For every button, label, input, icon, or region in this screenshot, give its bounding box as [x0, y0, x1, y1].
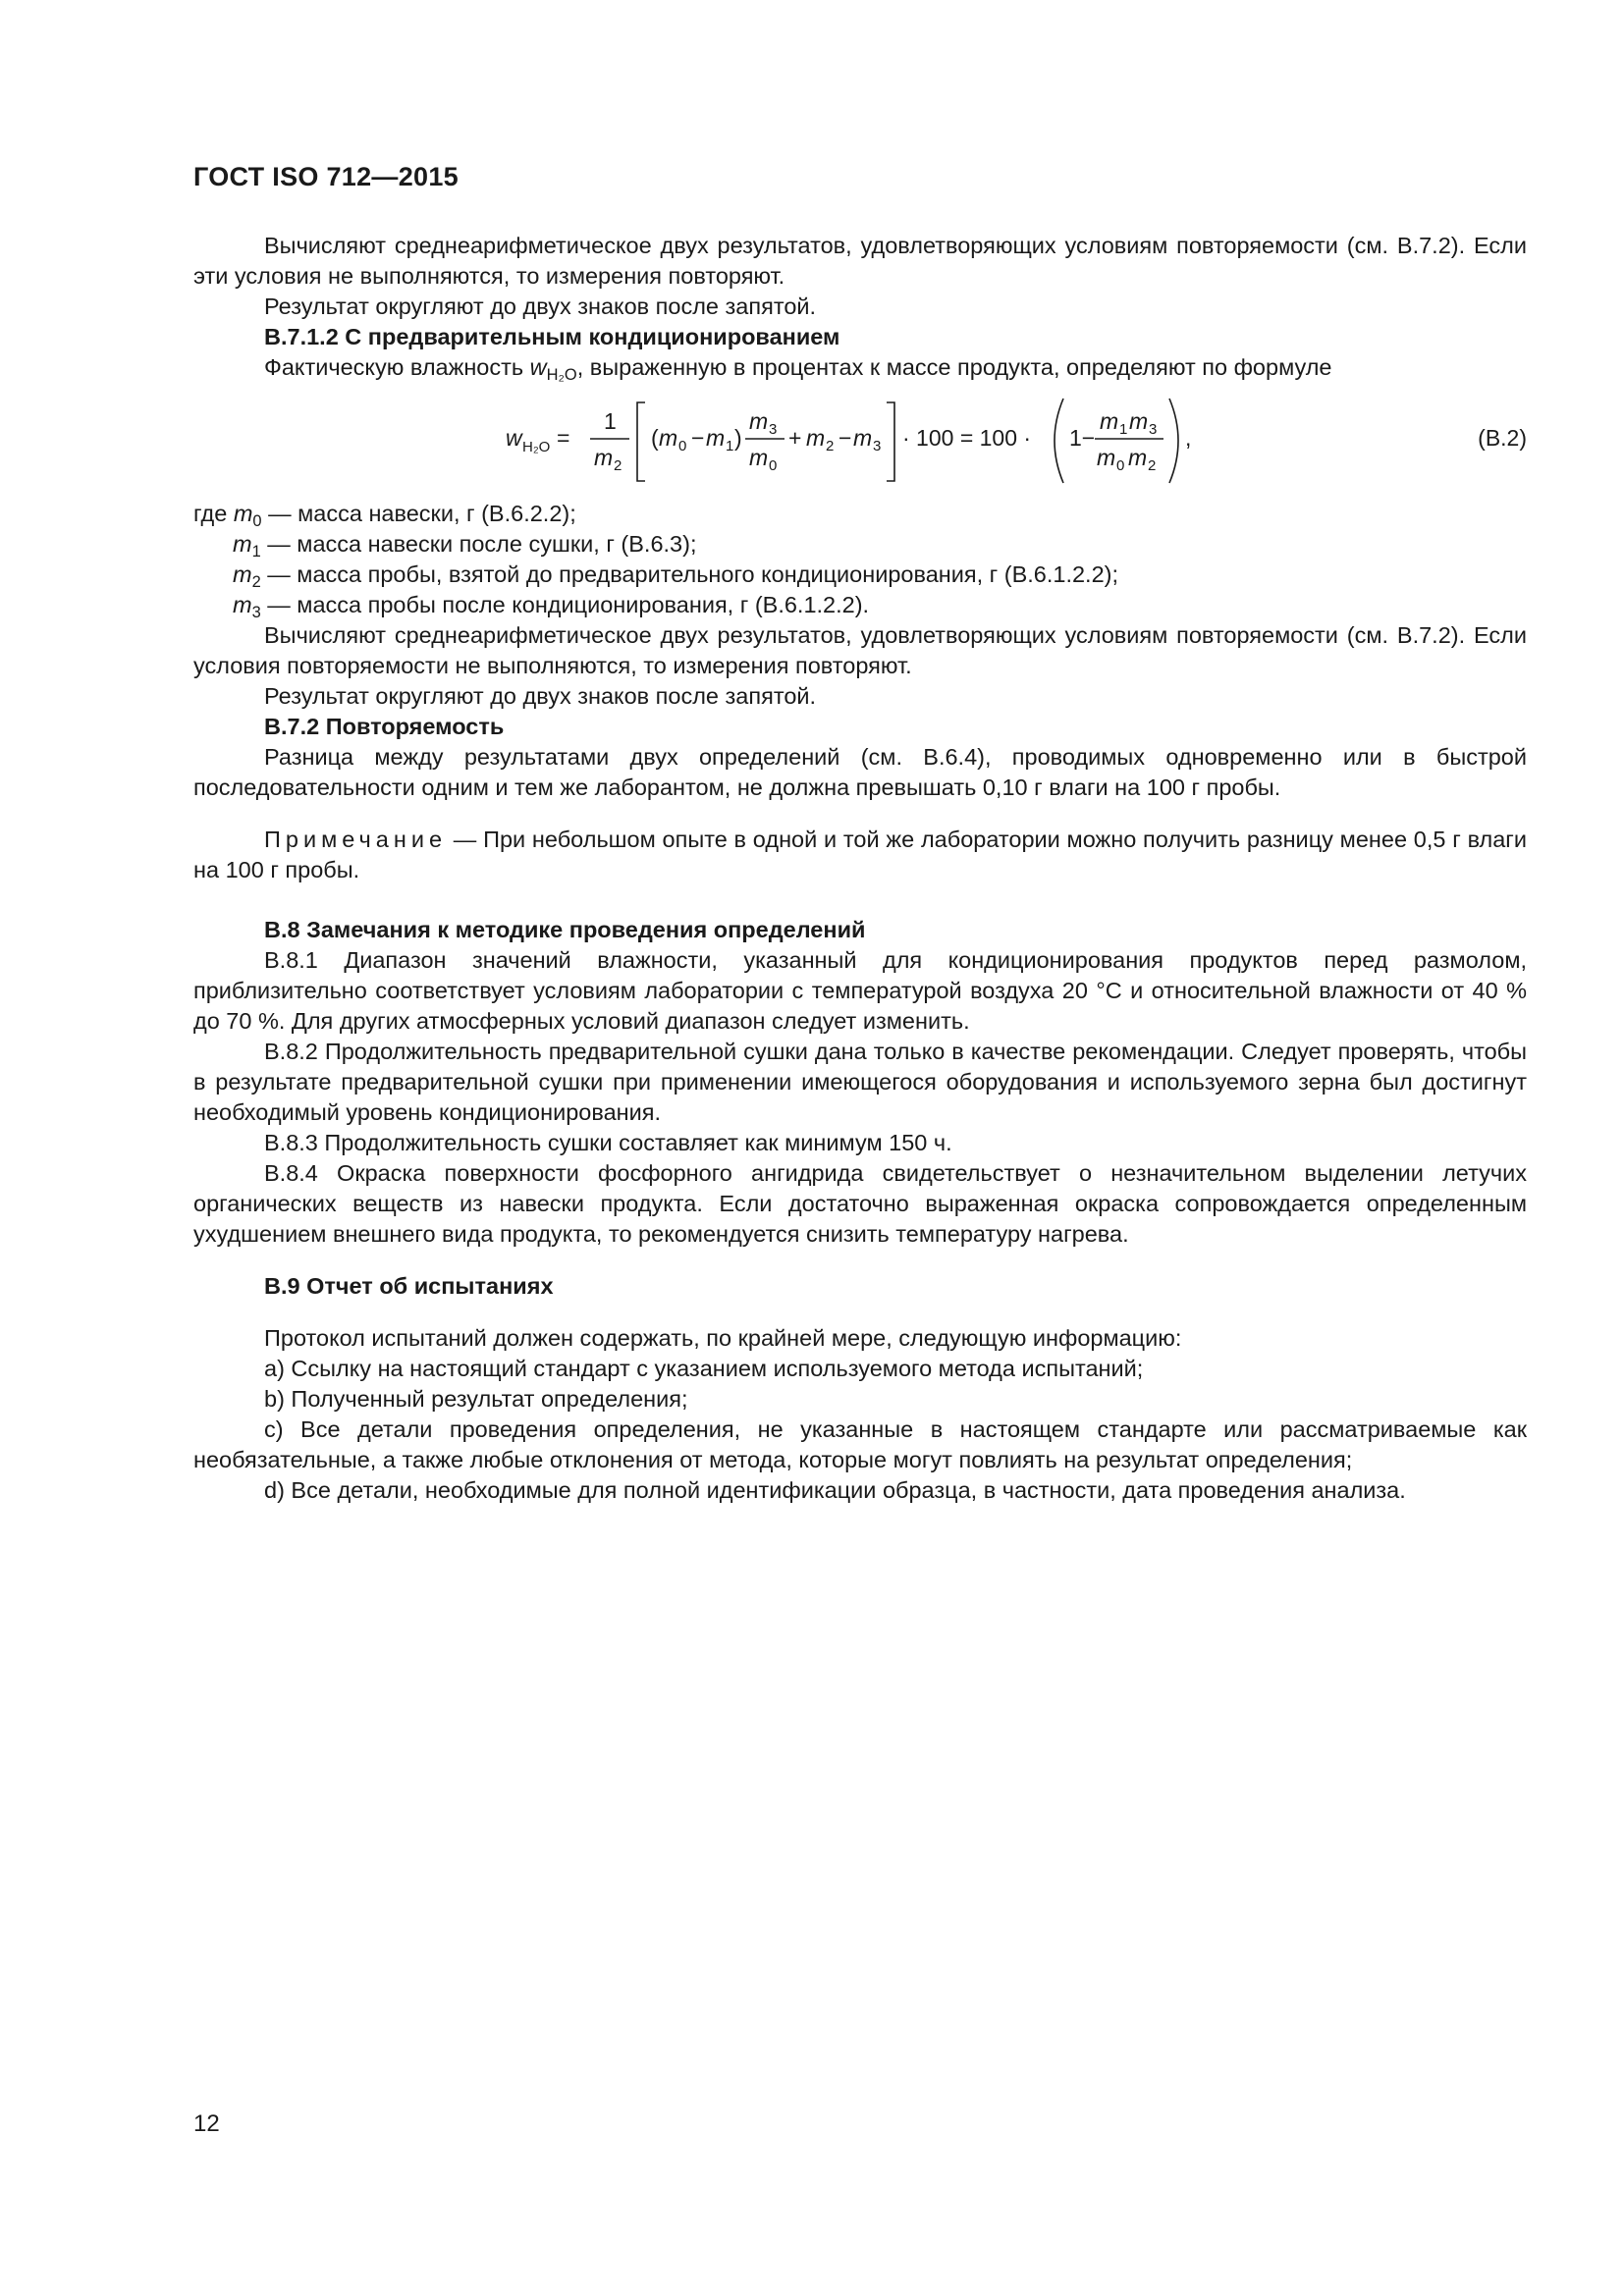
list-item: d) Все детали, необходимые для полной идентификации образца, в частности, дата проведения анализа.: [264, 1477, 1406, 1503]
paragraph: Вычисляют среднеарифметическое двух результатов, удовлетворяющих условиям повторяемости (см. В.7.2). Если эти условия не выполняются, то измерения повторяют.: [193, 233, 1527, 289]
paragraph: В.8.1 Диапазон значений влажности, указанный для кондиционирования продуктов перед размолом, приблизительно соответствует условиям лаборатории с температурой воздуха 20 °С и относительной влажности от 40 % до 70 %. Для других атмосферных условий диапазон следует изменить.: [193, 947, 1527, 1034]
formula-sub: 0: [769, 457, 778, 474]
formula-m: m: [749, 408, 769, 434]
formula-sub: 1: [1119, 421, 1128, 438]
formula-m: m: [659, 425, 678, 451]
list-item: a) Ссылку на настоящий стандарт с указанием используемого метода испытаний;: [264, 1356, 1144, 1381]
paragraph: Результат округляют до двух знаков после запятой.: [264, 683, 817, 709]
formula-sub: 0: [1116, 457, 1125, 474]
formula-m: m: [1100, 408, 1119, 434]
formula-one: 1: [604, 408, 617, 434]
paragraph: Разница между результатами двух определений (см. В.6.4), проводимых одновременно или в быстрой последовательности одним и тем же лаборантом, не должна превышать 0,10 г влаги на 100 г пробы.: [193, 744, 1527, 800]
formula-sub: 3: [769, 421, 778, 438]
paragraph: В.8.4 Окраска поверхности фосфорного ангидрида свидетельствует о незначительном выделении летучих органических веществ из навески продукта. Если достаточно выраженная окраска сопровождается определенным ухудшением внешнего вида продукта, то рекомендуется снизить температуру нагрева.: [193, 1160, 1527, 1247]
paragraph: Фактическую влажность $w_{H_2O}$, выраженную в процентах к массе продукта, определяют по формуле: [264, 354, 1332, 384]
paragraph: В.8.2 Продолжительность предварительной сушки дана только в качестве рекомендации. Следует проверять, чтобы в результате предварительной сушки при применении имеющегося оборудования и используемого зерна был достигнут необходимый уровень кондиционирования.: [193, 1039, 1527, 1125]
formula-minus: −: [691, 425, 705, 451]
formula-sub: 3: [1149, 421, 1158, 438]
paragraph: Результат округляют до двух знаков после запятой.: [264, 294, 817, 319]
formula-plus: +: [788, 425, 802, 451]
formula-sub: 2: [614, 457, 622, 474]
formula-w-sub: H₂O: [522, 439, 551, 455]
note-label: Примечание: [264, 827, 448, 852]
section-heading: В.7.1.2 С предварительным кондиционированием: [264, 324, 840, 349]
left-bracket: [637, 402, 645, 481]
formula-sub: 1: [726, 438, 734, 454]
document-header: ГОСТ ISO 712—2015: [193, 162, 459, 191]
formula-m: m: [706, 425, 726, 451]
page-content: [193, 231, 1527, 1506]
equation-number: (В.2): [1478, 425, 1527, 451]
right-bracket: [887, 402, 894, 481]
section-heading: В.8 Замечания к методике проведения определений: [264, 917, 866, 942]
formula-m: m: [1129, 408, 1149, 434]
legend-item: $m_2$ — масса пробы, взятой до предварительного кондиционирования, г (В.6.1.2.2);: [233, 561, 1118, 591]
section-heading: В.9 Отчет об испытаниях: [264, 1273, 554, 1299]
formula-paren: ): [734, 425, 742, 451]
section-heading: В.7.2 Повторяемость: [264, 714, 505, 739]
formula-comma: ,: [1185, 425, 1192, 451]
formula-m: m: [594, 445, 614, 470]
symbol-legend: [193, 499, 1527, 620]
note: Примечание — При небольшом опыте в одной и той же лаборатории можно получить разницу менее 0,5 г влаги на 100 г пробы.: [193, 827, 1527, 882]
left-paren: [1055, 399, 1063, 483]
legend-item: где $m_0$ — масса навески, г (В.6.2.2);: [193, 501, 576, 530]
formula-m: m: [853, 425, 873, 451]
legend-item: $m_3$ — масса пробы после кондиционирования, г (В.6.1.2.2).: [233, 592, 870, 621]
right-paren: [1169, 399, 1178, 483]
formula-w: w: [506, 425, 522, 451]
formula-svg: [193, 385, 1527, 495]
formula-sub: 2: [826, 438, 835, 454]
formula-eq: =: [557, 425, 570, 451]
formula-minus: −: [839, 425, 852, 451]
page-number: 12: [193, 2110, 220, 2137]
formula-times: · 100 = 100 ·: [902, 425, 1032, 451]
formula-m: m: [1128, 445, 1148, 470]
formula-b2: [193, 385, 1527, 495]
formula-sub: 3: [873, 438, 882, 454]
list-item: c) Все детали проведения определения, не указанные в настоящем стандарте или рассматриваемые как необязательные, а также любые отклонения от метода, которые могут повлиять на результат определения;: [193, 1416, 1527, 1472]
formula-sub: 0: [678, 438, 687, 454]
formula-m: m: [806, 425, 826, 451]
paragraph: Вычисляют среднеарифметическое двух результатов, удовлетворяющих условиям повторяемости (см. В.7.2). Если условия повторяемости не выполняются, то измерения повторяют.: [193, 622, 1527, 678]
formula-paren: (: [651, 425, 659, 451]
formula-one-minus: 1−: [1069, 425, 1096, 451]
formula-sub: 2: [1148, 457, 1157, 474]
list-item: b) Полученный результат определения;: [264, 1386, 688, 1412]
legend-item: $m_1$ — масса навески после сушки, г (В.6.3);: [233, 531, 697, 561]
formula-m: m: [1097, 445, 1116, 470]
formula-m: m: [749, 445, 769, 470]
paragraph: Протокол испытаний должен содержать, по крайней мере, следующую информацию:: [264, 1325, 1182, 1351]
paragraph: В.8.3 Продолжительность сушки составляет как минимум 150 ч.: [264, 1130, 952, 1155]
